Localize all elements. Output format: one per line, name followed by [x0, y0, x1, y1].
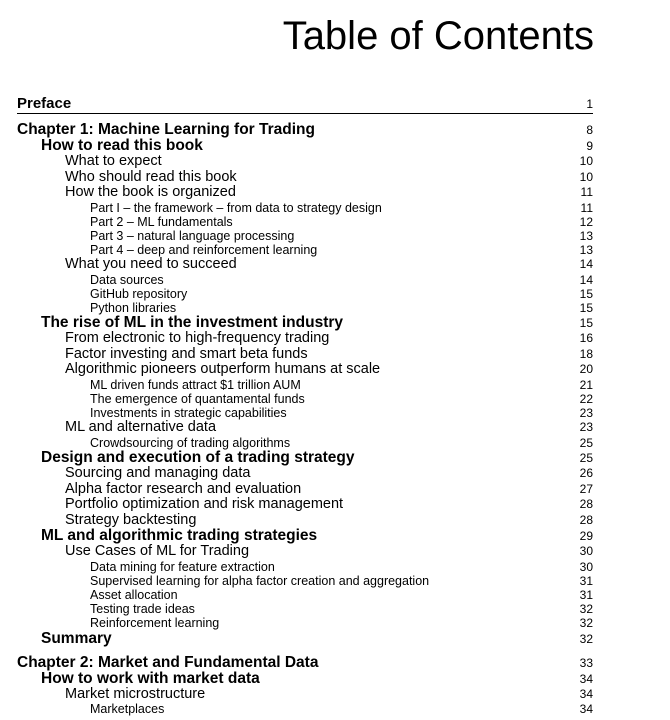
- toc-page-number: 15: [579, 316, 593, 331]
- toc-entry-sub[interactable]: [17, 466, 593, 482]
- toc-page-number: 32: [579, 616, 593, 631]
- toc-page-number: 29: [579, 529, 593, 544]
- toc-entry-title: The emergence of quantamental funds: [90, 392, 305, 406]
- toc-entry-title: ML and alternative data: [65, 420, 217, 436]
- toc-page-number: 25: [579, 451, 593, 466]
- toc-entry-title: Alpha factor research and evaluation: [65, 481, 302, 497]
- toc-entry-section[interactable]: [17, 671, 593, 687]
- toc-entry-title: Preface: [17, 95, 72, 112]
- toc-page-number: 11: [580, 200, 593, 215]
- toc-page-number: 20: [579, 362, 593, 377]
- toc-entry-subsub[interactable]: [17, 243, 593, 257]
- toc-entry-sub[interactable]: [17, 347, 593, 363]
- toc-entry-section[interactable]: [17, 450, 593, 466]
- toc-entry-sub[interactable]: [17, 513, 593, 529]
- table-of-contents: [17, 94, 593, 716]
- toc-page-number: 26: [579, 466, 593, 481]
- toc-entry-subsub[interactable]: [17, 560, 593, 574]
- toc-page-number: 16: [579, 331, 593, 346]
- toc-page-number: 18: [579, 346, 593, 361]
- toc-entry-subsub[interactable]: [17, 229, 593, 243]
- toc-entry-subsub[interactable]: [17, 588, 593, 602]
- toc-page-number: 14: [579, 257, 593, 272]
- toc-entry-title: Python libraries: [90, 301, 177, 316]
- toc-entry-title: What you need to succeed: [65, 257, 237, 273]
- toc-entry-section[interactable]: [17, 528, 593, 544]
- toc-entry-title: Design and execution of a trading strategy: [41, 450, 355, 467]
- toc-page-number: 30: [579, 559, 593, 574]
- toc-entry-subsub[interactable]: [17, 273, 593, 287]
- toc-entry-title: Part 3 – natural language processing: [90, 228, 295, 243]
- toc-page-number: 28: [579, 512, 593, 527]
- toc-entry-title: Factor investing and smart beta funds: [65, 346, 308, 362]
- toc-entry-title: ML driven funds attract $1 trillion AUM: [90, 377, 301, 392]
- toc-page-number: 13: [579, 228, 593, 243]
- toc-entry-sub[interactable]: [17, 544, 593, 560]
- toc-page-number: 34: [579, 686, 593, 701]
- toc-entry-subsub[interactable]: [17, 574, 593, 588]
- toc-entry-subsub[interactable]: [17, 602, 593, 616]
- toc-page-number: 1: [586, 97, 593, 111]
- toc-entry-subsub[interactable]: [17, 287, 593, 301]
- toc-page-number: 11: [580, 185, 593, 199]
- toc-spacer: [17, 114, 593, 122]
- toc-page-number: 23: [579, 420, 593, 435]
- toc-entry-subsub[interactable]: [17, 215, 593, 229]
- toc-page-number: 22: [579, 392, 593, 406]
- toc-entry-sub[interactable]: [17, 257, 593, 273]
- toc-page-number: 34: [579, 702, 593, 716]
- toc-entry-title: How to read this book: [41, 138, 203, 154]
- toc-page-number: 23: [579, 406, 593, 421]
- toc-entry-title: Chapter 2: Market and Fundamental Data: [17, 654, 319, 671]
- toc-entry-title: Marketplaces: [90, 702, 165, 716]
- toc-page-number: 9: [586, 139, 593, 153]
- toc-entry-sub[interactable]: [17, 170, 593, 186]
- toc-page-number: 8: [586, 123, 593, 137]
- toc-page-number: 30: [579, 544, 593, 559]
- toc-entry-section[interactable]: [17, 315, 593, 331]
- toc-page-number: 34: [579, 671, 593, 686]
- toc-entry-title: Testing trade ideas: [90, 602, 195, 617]
- toc-spacer: [17, 647, 593, 655]
- toc-entry-title: How the book is organized: [65, 185, 236, 200]
- toc-entry-title: Use Cases of ML for Trading: [65, 544, 250, 560]
- toc-entry-subsub[interactable]: [17, 392, 593, 406]
- toc-entry-title: Reinforcement learning: [90, 616, 220, 631]
- toc-entry-title: The rise of ML in the investment industry: [41, 315, 344, 332]
- toc-entry-subsub[interactable]: [17, 201, 593, 215]
- toc-page-number: 31: [579, 587, 593, 602]
- toc-entry-sub[interactable]: [17, 497, 593, 513]
- toc-entry-title: Investments in strategic capabilities: [90, 406, 287, 421]
- toc-entry-chapter[interactable]: [17, 122, 593, 138]
- toc-entry-section[interactable]: [17, 631, 593, 647]
- toc-entry-title: Asset allocation: [90, 587, 178, 602]
- toc-entry-title: Part 4 – deep and reinforcement learning: [90, 243, 318, 258]
- toc-entry-sub[interactable]: [17, 154, 593, 170]
- toc-page-number: 21: [579, 377, 593, 392]
- toc-entry-sub[interactable]: [17, 331, 593, 347]
- toc-page-number: 25: [579, 435, 593, 450]
- toc-page-number: 12: [579, 214, 593, 229]
- toc-page-number: 27: [579, 481, 593, 496]
- toc-entry-chapter[interactable]: [17, 655, 593, 671]
- toc-entry-title: Supervised learning for alpha factor creation and aggregation: [90, 573, 430, 588]
- toc-entry-subsub[interactable]: [17, 378, 593, 392]
- toc-entry-title: What to expect: [65, 154, 162, 169]
- toc-entry-subsub[interactable]: [17, 436, 593, 450]
- toc-page-number: 10: [579, 169, 593, 184]
- toc-entry-title: Part I – the framework – from data to strategy design: [90, 200, 382, 215]
- toc-entry-title: Data sources: [90, 272, 164, 287]
- toc-entry-title: Chapter 1: Machine Learning for Trading: [17, 122, 315, 138]
- toc-entry-title: Crowdsourcing of trading algorithms: [90, 435, 291, 450]
- toc-entry-subsub[interactable]: [17, 301, 593, 315]
- toc-entry-title: From electronic to high-frequency trading: [65, 331, 330, 347]
- toc-entry-title: Who should read this book: [65, 169, 237, 185]
- toc-entry-sub[interactable]: [17, 185, 593, 201]
- toc-entry-title: Portfolio optimization and risk management: [65, 497, 344, 513]
- toc-entry-title: Part 2 – ML fundamentals: [90, 214, 233, 229]
- toc-entry-preface[interactable]: [17, 94, 593, 114]
- toc-page-number: 33: [579, 655, 593, 670]
- toc-entry-section[interactable]: [17, 138, 593, 154]
- page-title: Table of Contents: [282, 14, 594, 58]
- toc-entry-sub[interactable]: [17, 362, 593, 378]
- toc-page-number: 28: [579, 497, 593, 512]
- toc-entry-title: Summary: [41, 630, 112, 647]
- toc-page-number: 13: [579, 243, 593, 258]
- toc-entry-subsub[interactable]: [17, 702, 593, 716]
- toc-page-number: 10: [579, 154, 593, 168]
- toc-entry-title: Market microstructure: [65, 686, 206, 702]
- toc-entry-title: How to work with market data: [41, 670, 260, 687]
- toc-page-number: 31: [579, 573, 593, 588]
- toc-entry-subsub[interactable]: [17, 406, 593, 420]
- toc-page-number: 32: [579, 631, 593, 646]
- toc-entry-title: Algorithmic pioneers outperform humans at scale: [65, 362, 381, 378]
- toc-page-number: 15: [579, 286, 593, 301]
- toc-page-number: 15: [579, 301, 593, 316]
- toc-entry-title: GitHub repository: [90, 286, 188, 301]
- toc-entry-sub[interactable]: [17, 420, 593, 436]
- toc-entry-sub[interactable]: [17, 687, 593, 703]
- toc-entry-title: Strategy backtesting: [65, 512, 197, 528]
- toc-page-number: 32: [579, 602, 593, 617]
- toc-entry-sub[interactable]: [17, 482, 593, 498]
- toc-page-number: 14: [579, 272, 593, 287]
- toc-entry-title: Sourcing and managing data: [65, 466, 251, 482]
- toc-entry-title: Data mining for feature extraction: [90, 559, 275, 574]
- toc-entry-title: ML and algorithmic trading strategies: [41, 528, 318, 545]
- toc-entry-subsub[interactable]: [17, 616, 593, 630]
